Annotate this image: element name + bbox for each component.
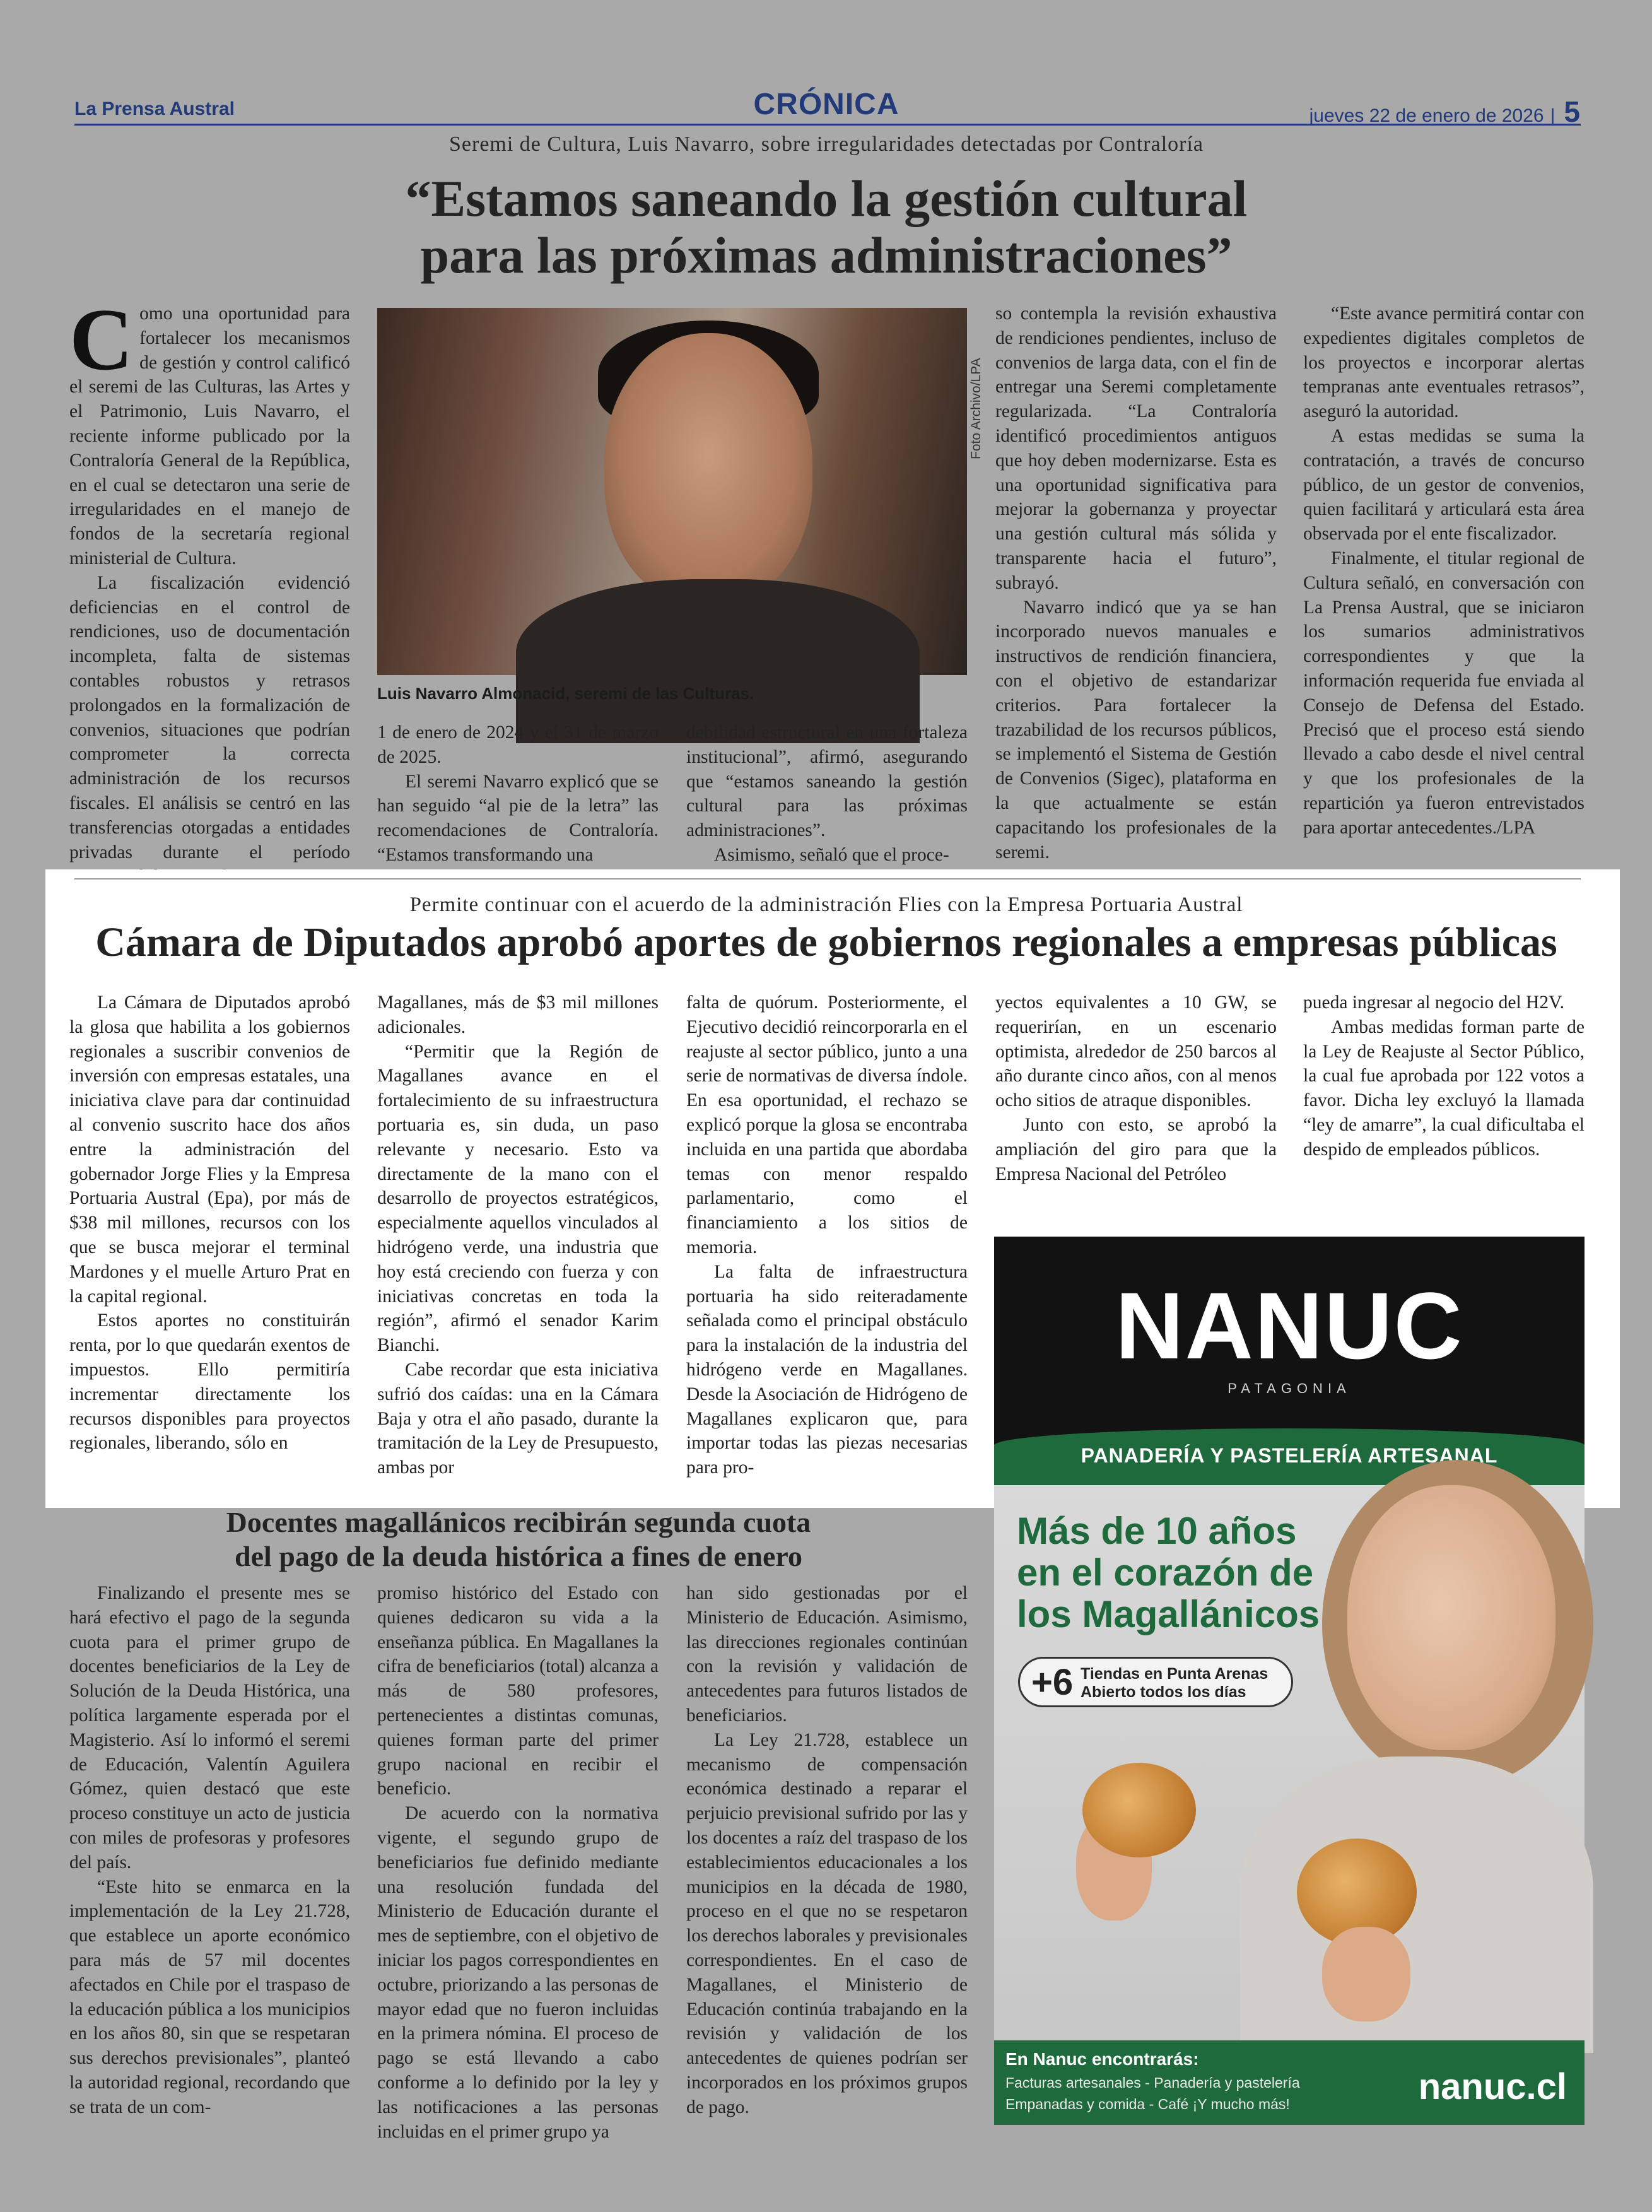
nanuc-region: PATAGONIA bbox=[1227, 1380, 1351, 1396]
ad-slogan-line3: los Magallánicos bbox=[1017, 1593, 1320, 1635]
article2-col2-p3: Cabe recordar que esta iniciativa sufrió dos caídas: una en la Cámara Baja y otra el año pasado, durante la tramitación de la Ley de Presupuesto, ambas por bbox=[377, 1359, 659, 1478]
page-number: 5 bbox=[1564, 95, 1580, 128]
article3-headline bbox=[69, 1505, 968, 1574]
photo-credit: Foto Archivo/LPA bbox=[969, 358, 983, 459]
article1-col2-p1: 1 de enero de 2024 y el 31 de marzo de 2025. bbox=[377, 722, 659, 767]
header-rule bbox=[74, 124, 1581, 126]
ad-woman-sweater bbox=[1240, 1756, 1593, 2053]
article2-col4-p2: Junto con esto, se aprobó la ampliación del giro para que la Empresa Nacional del Petróleo bbox=[995, 1114, 1277, 1184]
article1-column-2 bbox=[377, 721, 659, 867]
article2-col4-p1: yectos equivalentes a 10 GW, se requerirían, en un escenario optimista, alrededor de 250 barcos al año durante cinco años, con al menos ocho sitios de atraque disponibles. bbox=[995, 992, 1277, 1111]
article2-col2-p1: Magallanes, más de $3 mil millones adicionales. bbox=[377, 992, 659, 1037]
article1-headline bbox=[189, 170, 1463, 284]
article2-col5-p1: pueda ingresar al negocio del H2V. bbox=[1303, 992, 1564, 1013]
article3-col2-p2: De acuerdo con la normativa vigente, el segundo grupo de beneficiarios fue definido mediante una resolución fundada del Ministerio de Educación durante el mes de septiembre, con el objetivo de iniciar los pagos correspondientes en octubre, priorizando a las personas de mayor edad que no fueron incluidas en la primera nómina. El proceso de pago se está llevando a cabo conforme a lo definido por la ley y las notificaciones a las personas incluidas en el primer grupo ya bbox=[377, 1803, 659, 2142]
article2-col1-p2: Estos aportes no constituirán renta, por lo que quedarán exentos de impuestos. Ello permitiría incrementar directamente los recursos disponibles para proyectos regionales, liberando, sólo en bbox=[69, 1310, 350, 1454]
ad-stores-text bbox=[1081, 1665, 1268, 1702]
article1-col2-p2: El seremi Navarro explicó que se han seguido “al pie de la letra” las recomendaciones de Contraloría. “Estamos transformando una bbox=[377, 771, 659, 865]
publication-name: La Prensa Austral bbox=[74, 98, 235, 119]
ad-footer-title: En Nanuc encontrarás: bbox=[1005, 2049, 1199, 2069]
ad-footer-line1: Facturas artesanales - Panadería y pastelería bbox=[1005, 2074, 1300, 2091]
article1-col5-p1: “Este avance permitirá contar con expedientes digitales completos de los proyectos e incorporar alertas tempranas ante eventuales retrasos”, aseguró la autoridad. bbox=[1303, 303, 1585, 422]
ad-slogan bbox=[1017, 1510, 1370, 1635]
issue-date: jueves 22 de enero de 2026 bbox=[1309, 105, 1544, 126]
article1-col5-p3: Finalmente, el titular regional de Cultura señaló, en conversación con La Prensa Austral, que se iniciaron los sumarios administrativos correspondientes y que la información requerida fue enviada al Consejo de Defensa del Estado. Precisó que el proceso está siendo llevado a cabo desde el nivel central y que los profesionales de la repartición ya fueron entrevistados para aportar antecedentes./LPA bbox=[1303, 548, 1585, 838]
ad-hand-right bbox=[1322, 1927, 1410, 2021]
article1-column-3 bbox=[686, 721, 968, 867]
nanuc-ad-band: PANADERÍA Y PASTELERÍA ARTESANAL bbox=[994, 1428, 1585, 1485]
ad-stores-line2: Abierto todos los días bbox=[1081, 1683, 1246, 1701]
article3-column-3 bbox=[686, 1581, 968, 2130]
article2-column-2 bbox=[377, 991, 659, 1483]
ad-stores-pill bbox=[1018, 1657, 1293, 1707]
article2-top-rule bbox=[74, 878, 1581, 880]
ad-stores-line1: Tiendas en Punta Arenas bbox=[1081, 1665, 1268, 1683]
article1-column-1 bbox=[69, 291, 350, 866]
ad-stores-count: +6 bbox=[1031, 1662, 1074, 1703]
article1-headline-line2: para las próximas administraciones” bbox=[420, 226, 1233, 285]
article3-column-1 bbox=[69, 1581, 350, 2130]
article2-col1-p1: La Cámara de Diputados aprobó la glosa que habilita a los gobiernos regionales a suscribir convenios de inversión con empresas estatales, una iniciativa clave para dar continuidad al convenio suscrito hace dos años entre la administración del gobernador Jorge Flies y la Empresa Portuaria Austral (Epa), por más de $38 mil millones, recursos con los que se busca mejorar el terminal Mardones y el muelle Arturo Prat en la capital regional. bbox=[69, 992, 350, 1307]
ad-woman-face bbox=[1347, 1485, 1555, 1750]
ad-slogan-line2: en el corazón de bbox=[1017, 1551, 1314, 1594]
article2-kicker: Permite continuar con el acuerdo de la administración Flies con la Empresa Portuaria Austral bbox=[409, 893, 1243, 916]
article1-col3-p1: debilidad estructural en una fortaleza institucional”, afirmó, asegurando que “estamos saneando la gestión cultural para las próximas administraciones”. bbox=[686, 722, 968, 841]
article1-column-4 bbox=[995, 302, 1277, 866]
article1-dropcap: C bbox=[69, 291, 134, 389]
article3-column-2 bbox=[377, 1581, 659, 2142]
article1-kicker: Seremi de Cultura, Luis Navarro, sobre irregularidades detectadas por Contraloría bbox=[449, 132, 1204, 156]
ad-footer-line2: Empanadas y comida - Café ¡Y mucho más! bbox=[1005, 2096, 1290, 2112]
article3-col3-p2: La Ley 21.728, establece un mecanismo de compensación económica destinado a reparar el perjuicio previsional sufrido por las y los docentes a raíz del traspaso de los establecimientos educacionales a los municipios en la década de 1980, proceso en el que no se respetaron los derechos laborales y previsionales correspondientes. En el caso de Magallanes, el Ministerio de Educación continúa trabajando en la revisión y validación de los antecedentes de quienes podrían ser incorporados en los próximos grupos de pago. bbox=[686, 1729, 968, 2117]
article3-col2-p1: promiso histórico del Estado con quienes dedicaron su vida a la enseñanza pública. En Magallanes la cifra de beneficiarios (total) alcanza a más de 580 profesores, pertenecientes a distintas comunas, quienes forman parte del primer grupo nacional en recibir el beneficio. bbox=[377, 1583, 659, 1799]
date-and-page: jueves 22 de enero de 2026 | 5 bbox=[1309, 95, 1580, 128]
article2-col3-p1: falta de quórum. Posteriormente, el Ejecutivo decidió reincorporarla en el reajuste al sector público, junto a una serie de normativas de diversa índole. En esa oportunidad, el rechazo se explicó porque la glosa se encontraba incluida en una partida que abordaba temas con menor respaldo parlamentario, como el financiamiento a los sitios de memoria. bbox=[686, 992, 968, 1257]
article1-photo bbox=[377, 308, 967, 675]
article2-column-5 bbox=[1303, 991, 1585, 1218]
photo-caption: Luis Navarro Almonacid, seremi de las Culturas. bbox=[377, 684, 754, 703]
article1-col1-p2: La fiscalización evidenció deficiencias en el control de rendiciones, uso de documentación incompleta, falta de sistemas contables robustos y retrasos prolongados en la formalización de convenios, situaciones que podrían comprometer la correcta administración de los recursos fiscales. El análisis se centró en las transferencias otorgadas a entidades privadas durante el período bbox=[69, 572, 350, 862]
article2-col3-p2: La falta de infraestructura portuaria ha sido reiteradamente señalada como el principal obstáculo para la instalación de la industria del hidrógeno verde en Magallanes. Desde la Asociación de Hidrógeno de Magallanes explicaron que, para importar todas las piezas necesarias para pro- bbox=[686, 1261, 968, 1478]
article2-col5-p2: Ambas medidas forman parte de la Ley de Reajuste al Sector Público, la cual fue aprobada por 122 votos a favor. Dicha ley excluyó la llamada “ley de amarre”, la cual dificultaba el despido de empleados públicos. bbox=[1303, 1016, 1585, 1160]
ad-footer[interactable] bbox=[994, 2040, 1585, 2125]
nanuc-ad-logo-panel[interactable] bbox=[994, 1237, 1585, 1445]
article1-col1-p1: omo una oportunidad para fortalecer los mecanismos de gestión y control calificó el seremi de las Culturas, las Artes y el Patrimonio, Luis Navarro, el reciente informe publicado por la Contraloría General de la República, en el cual se detectaron una serie de irregularidades en el manejo de fondos de la secretaría regional ministerial de Cultura. bbox=[69, 303, 350, 568]
article1-headline-line1: “Estamos saneando la gestión cultural bbox=[405, 170, 1248, 227]
article1-col5-p2: A estas medidas se suma la contratación, a través de concurso público, de un gestor de convenios, quien facilitará y articulará esta área observada por el ente fiscalizador. bbox=[1303, 425, 1585, 544]
article1-col4-p1: so contempla la revisión exhaustiva de rendiciones pendientes, incluso de convenios de larga data, con el fin de entregar una Seremi completamente regularizada. “La Contraloría identificó procedimientos antiguos que hoy deben modernizarse. Esta es una oportunidad significativa para mejorar la gobernanza y proyectar una gestión cultural más sólida y transparente hacia el futuro”, subrayó. bbox=[995, 303, 1277, 593]
article2-col2-p2: “Permitir que la Región de Magallanes avance en el fortalecimiento de su infraestructura portuaria es, sin duda, un paso relevante y necesario. Esto va directamente de la mano con el desarrollo de proyectos estratégicos, especialmente aquellos vinculados al hidrógeno verde, una industria que hoy está creciendo con fuerza y con iniciativas concretas en toda la región”, afirmó el senador Karim Bianchi. bbox=[377, 1041, 659, 1356]
photo-shoulders bbox=[516, 579, 920, 743]
article2-column-4 bbox=[995, 991, 1277, 1218]
article2-column-1 bbox=[69, 991, 350, 1483]
ad-croissant-left bbox=[1082, 1763, 1196, 1857]
article3-col1-p2: “Este hito se enmarca en la implementación de la Ley 21.728, que establece un aporte económico para más de 57 mil docentes afectados en Chile por el traspaso de la educación pública a los municipios en los años 80, sin que se respetaran sus derechos previsionales”, planteó la autoridad regional, recordando que se trata de un com- bbox=[69, 1876, 350, 2117]
section-title: CRÓNICA bbox=[753, 88, 899, 121]
article1-column-5 bbox=[1303, 302, 1585, 866]
article1-col4-p2: Navarro indicó que ya se han incorporado nuevos manuales e instructivos de rendición financiera, con el objetivo de estandarizar criterios. Para fortalecer la trazabilidad de los recursos públicos, se implementó el Sistema de Gestión de Convenios (Sigec), plataforma en la que actualmente se están capacitando los profesionales de la seremi. bbox=[995, 597, 1277, 862]
ad-website-link[interactable]: nanuc.cl bbox=[1418, 2066, 1567, 2107]
article3-headline-line2: del pago de la deuda histórica a fines de enero bbox=[234, 1540, 802, 1572]
ad-slogan-line1: Más de 10 años bbox=[1017, 1510, 1297, 1552]
article3-col3-p1: han sido gestionadas por el Ministerio de Educación. Asimismo, las direcciones regionales continúan con la revisión y validación de antecedentes para futuros listados de beneficiarios. bbox=[686, 1583, 968, 1726]
article1-col3-p2: Asimismo, señaló que el proce- bbox=[714, 844, 949, 865]
article2-column-3 bbox=[686, 991, 968, 1483]
article2-headline: Cámara de Diputados aprobó aportes de gobiernos regionales a empresas públicas bbox=[95, 919, 1557, 965]
photo-face bbox=[604, 333, 812, 604]
article3-col1-p1: Finalizando el presente mes se hará efectivo el pago de la segunda cuota para el primer grupo de docentes beneficiarios de la Ley de Solución de la Deuda Histórica, una política largamente esperada por el Magisterio. Así lo informó el seremi de Educación, Valentín Aguilera Gómez, quien destacó que este proceso constituye un acto de justicia con miles de profesoras y profesores del país. bbox=[69, 1583, 350, 1873]
nanuc-logo: NANUC bbox=[1115, 1273, 1463, 1379]
article3-headline-line1: Docentes magallánicos recibirán segunda cuota bbox=[226, 1506, 811, 1538]
